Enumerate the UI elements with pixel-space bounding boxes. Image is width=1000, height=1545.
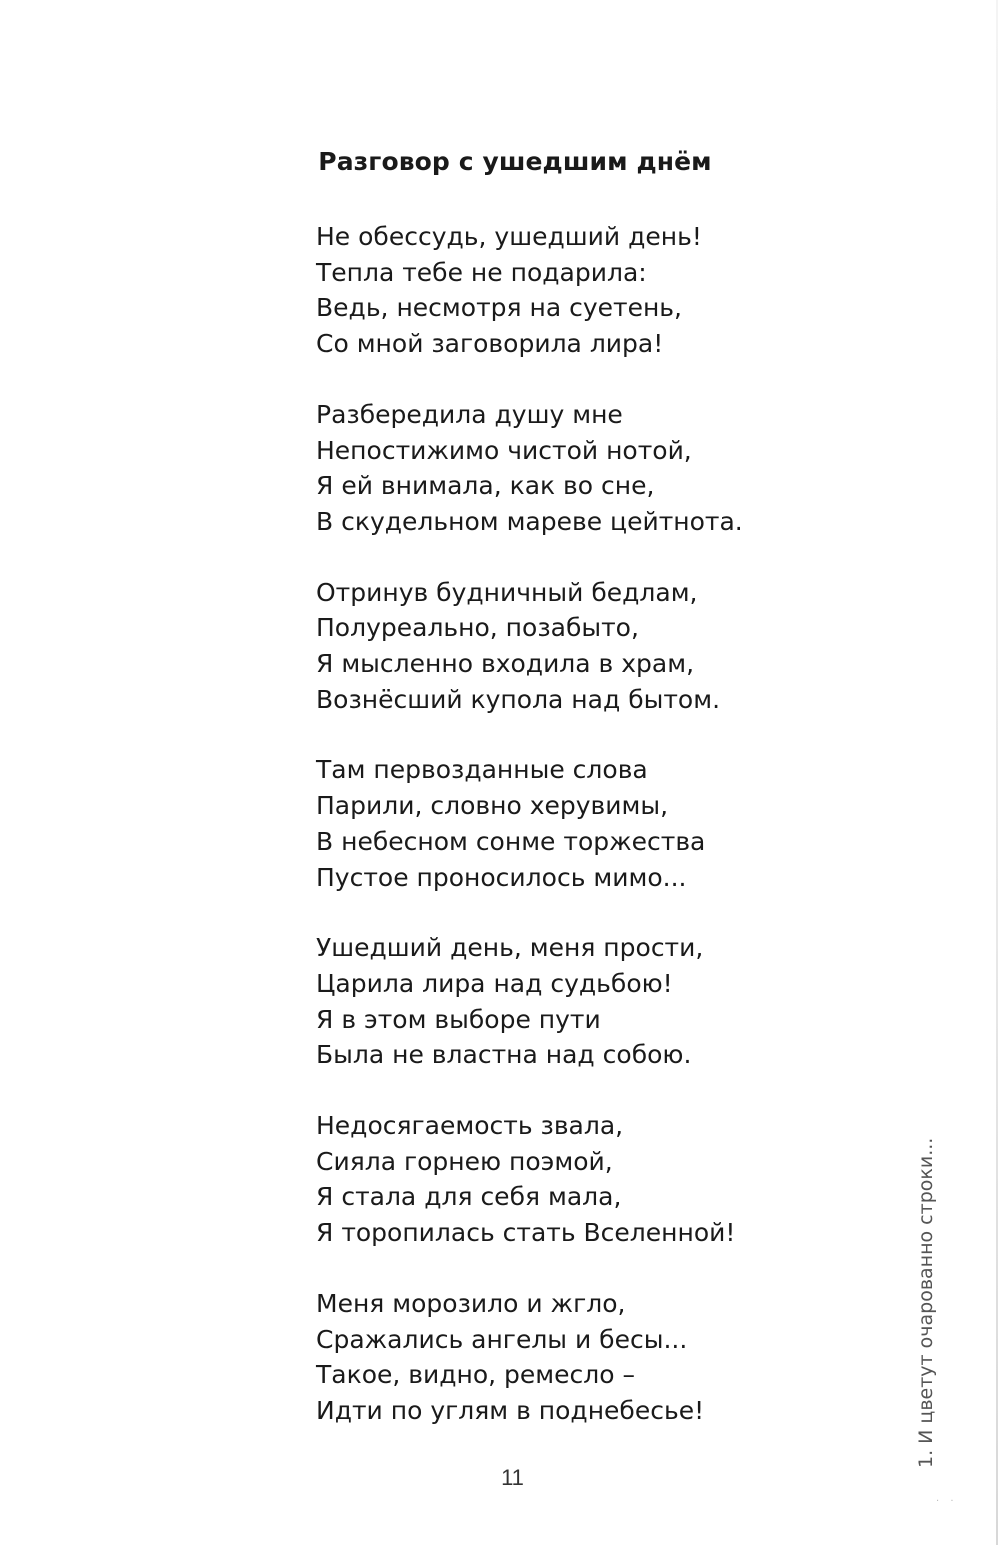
poem-line: В небесном сонме торжества — [316, 826, 706, 856]
poem-line: Со мной заговорила лира! — [316, 329, 664, 359]
poem-line: Я торопилась стать Вселенной! — [316, 1218, 736, 1248]
page-edge-shadow — [996, 0, 998, 1545]
poem-line: Сияла горнею поэмой, — [316, 1146, 613, 1176]
poem-line: Вознёсший купола над бытом. — [316, 684, 721, 714]
poem-line: Полуреально, позабыто, — [316, 613, 639, 643]
poem-line: Сражались ангелы и бесы... — [316, 1324, 688, 1354]
poem-line: Меня морозило и жгло, — [316, 1288, 626, 1318]
scan-artifact-dots: · · — [936, 1496, 958, 1507]
running-head: 1. И цветут очарованно строки... — [915, 1137, 937, 1468]
stanza — [316, 752, 876, 895]
poem-line: Ушедший день, меня прости, — [316, 933, 704, 963]
stanza — [316, 397, 876, 540]
poem-line: Отринув будничный бедлам, — [316, 577, 698, 607]
poem-line: Идти по углям в поднебесье! — [316, 1395, 705, 1425]
poem-line: Я стала для себя мала, — [316, 1182, 622, 1212]
poem-line: Ведь, несмотря на суетень, — [316, 293, 682, 323]
poem-line: Пустое проносилось мимо... — [316, 862, 687, 892]
stanza — [316, 930, 876, 1073]
stanza — [316, 219, 876, 362]
poem-line: Я мысленно входила в храм, — [316, 649, 695, 679]
poem-body — [316, 219, 876, 1464]
poem-line: Я в этом выборе пути — [316, 1004, 601, 1034]
poem-line: Непостижимо чистой нотой, — [316, 435, 692, 465]
poem-line: Парили, словно херувимы, — [316, 791, 669, 821]
stanza — [316, 1108, 876, 1251]
poem-line: Там первозданные слова — [316, 755, 648, 785]
poem-line: Недосягаемость звала, — [316, 1111, 624, 1141]
poem-line: Тепла тебе не подарила: — [316, 257, 647, 287]
stanza — [316, 575, 876, 718]
poem-line: Царила лира над судьбою! — [316, 968, 673, 998]
poem-line: Такое, видно, ремесло – — [316, 1360, 636, 1390]
poem-line: В скудельном мареве цейтнота. — [316, 506, 743, 536]
poem-line: Разбередила душу мне — [316, 399, 623, 429]
stanza — [316, 1286, 876, 1429]
page-number: 11 — [501, 1465, 524, 1490]
poem-line: Я ей внимала, как во сне, — [316, 471, 655, 501]
poem-line: Не обессудь, ушедший день! — [316, 222, 702, 251]
poem-line: Была не властна над собою. — [316, 1040, 692, 1070]
poem-title: Разговор с ушедшим днём — [318, 147, 712, 176]
